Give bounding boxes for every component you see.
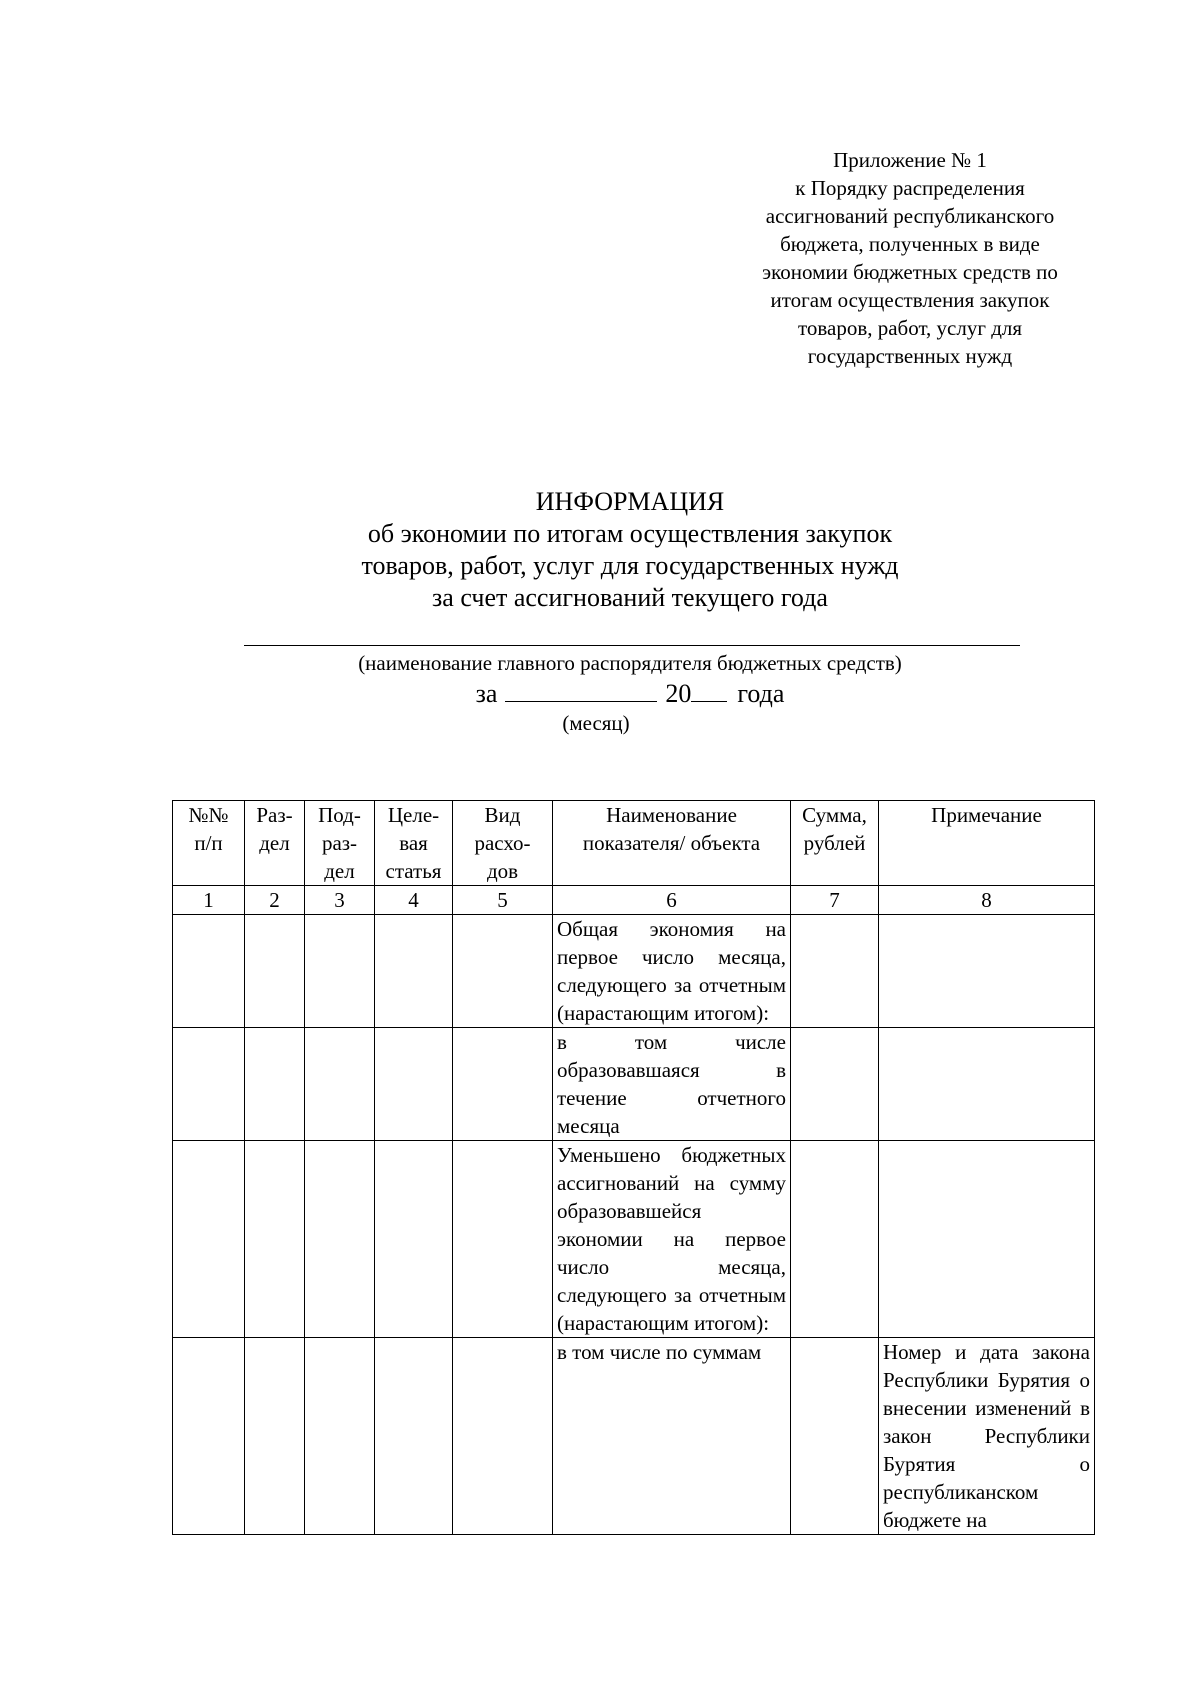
cell-number[interactable] bbox=[173, 915, 245, 1028]
appendix-line: итогам осуществления закупок bbox=[770, 288, 1050, 312]
month-blank[interactable] bbox=[505, 679, 657, 702]
period-prefix: за bbox=[475, 679, 498, 708]
cell-target-item[interactable] bbox=[375, 915, 453, 1028]
cell-expense-type[interactable] bbox=[453, 1141, 553, 1338]
cell-target-item[interactable] bbox=[375, 1141, 453, 1338]
title-main: ИНФОРМАЦИЯ bbox=[535, 487, 725, 516]
org-name-caption: (наименование главного распорядителя бюджетных средств) bbox=[358, 651, 902, 675]
cell-amount[interactable] bbox=[791, 915, 879, 1028]
cell-number[interactable] bbox=[173, 1141, 245, 1338]
column-number: 5 bbox=[453, 886, 553, 915]
month-caption: (месяц) bbox=[562, 711, 630, 735]
cell-section[interactable] bbox=[245, 915, 305, 1028]
header-cell: Под- раз- дел bbox=[305, 801, 375, 886]
column-number: 7 bbox=[791, 886, 879, 915]
cell-expense-type[interactable] bbox=[453, 915, 553, 1028]
appendix-line: Приложение № 1 bbox=[833, 148, 987, 172]
column-number: 3 bbox=[305, 886, 375, 915]
appendix-line: к Порядку распределения bbox=[795, 176, 1025, 200]
cell-indicator: в том числе образовавшаяся в течение отчетного месяца bbox=[553, 1028, 791, 1141]
cell-target-item[interactable] bbox=[375, 1028, 453, 1141]
economy-report-table bbox=[172, 800, 1095, 1535]
cell-target-item[interactable] bbox=[375, 1338, 453, 1535]
appendix-line: экономии бюджетных средств по bbox=[762, 260, 1058, 284]
column-number: 1 bbox=[173, 886, 245, 915]
cell-number[interactable] bbox=[173, 1028, 245, 1141]
appendix-line: ассигнований республиканского bbox=[765, 204, 1055, 228]
cell-expense-type[interactable] bbox=[453, 1338, 553, 1535]
appendix-line: государственных нужд bbox=[807, 344, 1013, 368]
table-row bbox=[173, 915, 1095, 1028]
header-cell: Вид расхо- дов bbox=[453, 801, 553, 886]
header-cell: Сумма, рублей bbox=[791, 801, 879, 886]
title-line: товаров, работ, услуг для государственных нужд bbox=[361, 551, 899, 580]
header-cell: Раз- дел bbox=[245, 801, 305, 886]
cell-note[interactable]: Номер и дата закона Республики Бурятия о внесении изменений в закон Республики Бурятия о республиканском бюджете на bbox=[879, 1338, 1095, 1535]
cell-indicator: Общая экономия на первое число месяца, следующего за отчетным (нарастающим итогом): bbox=[553, 915, 791, 1028]
cell-subsection[interactable] bbox=[305, 1338, 375, 1535]
cell-expense-type[interactable] bbox=[453, 1028, 553, 1141]
cell-note[interactable] bbox=[879, 1028, 1095, 1141]
cell-note[interactable] bbox=[879, 915, 1095, 1028]
title-line: об экономии по итогам осуществления закупок bbox=[367, 519, 893, 548]
cell-amount[interactable] bbox=[791, 1338, 879, 1535]
cell-subsection[interactable] bbox=[305, 1028, 375, 1141]
cell-subsection[interactable] bbox=[305, 915, 375, 1028]
appendix-header bbox=[720, 146, 1100, 370]
cell-note[interactable] bbox=[879, 1141, 1095, 1338]
column-number: 8 bbox=[879, 886, 1095, 915]
table-row bbox=[173, 1338, 1095, 1535]
header-cell: Примечание bbox=[879, 801, 1095, 886]
cell-section[interactable] bbox=[245, 1338, 305, 1535]
appendix-line: бюджета, полученных в виде bbox=[780, 232, 1040, 256]
column-number: 4 bbox=[375, 886, 453, 915]
appendix-line: товаров, работ, услуг для bbox=[797, 316, 1023, 340]
cell-indicator: в том числе по суммам bbox=[553, 1338, 791, 1535]
table-row bbox=[173, 1141, 1095, 1338]
cell-section[interactable] bbox=[245, 1028, 305, 1141]
table-row bbox=[173, 1028, 1095, 1141]
header-cell: Целе- вая статья bbox=[375, 801, 453, 886]
cell-subsection[interactable] bbox=[305, 1141, 375, 1338]
header-cell: Наименование показателя/ объекта bbox=[553, 801, 791, 886]
table-header-row bbox=[173, 801, 1095, 886]
title-line: за счет ассигнований текущего года bbox=[432, 583, 828, 612]
cell-number[interactable] bbox=[173, 1338, 245, 1535]
org-name-blank-line[interactable] bbox=[244, 645, 1020, 646]
period-line bbox=[0, 678, 1200, 710]
header-cell: №№ п/п bbox=[173, 801, 245, 886]
column-number-row bbox=[173, 886, 1095, 915]
cell-section[interactable] bbox=[245, 1141, 305, 1338]
cell-amount[interactable] bbox=[791, 1141, 879, 1338]
column-number: 2 bbox=[245, 886, 305, 915]
cell-amount[interactable] bbox=[791, 1028, 879, 1141]
year-blank[interactable] bbox=[691, 679, 727, 702]
document-title bbox=[0, 486, 1200, 614]
column-number: 6 bbox=[553, 886, 791, 915]
cell-indicator: Уменьшено бюджетных ассигнований на сумму образовавшейся экономии на первое число месяца, следующего за отчетным (нарастающим итогом): bbox=[553, 1141, 791, 1338]
year-prefix: 20 bbox=[665, 679, 692, 708]
period-suffix: года bbox=[737, 679, 785, 708]
